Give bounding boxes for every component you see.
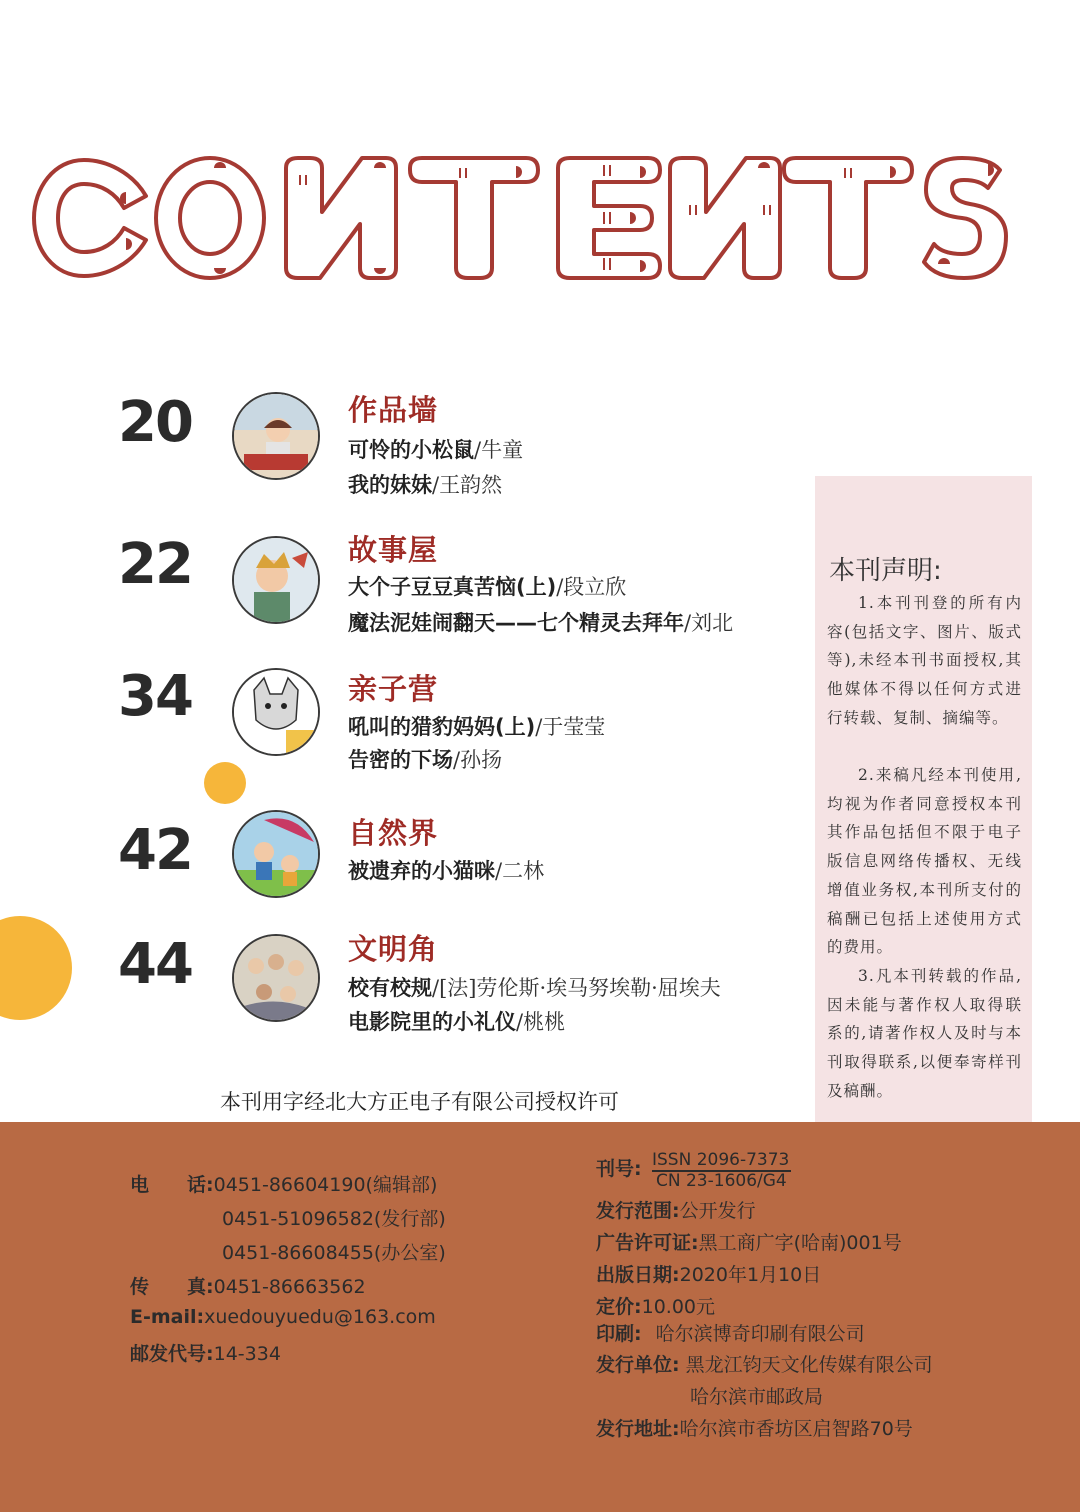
price-row bbox=[596, 1292, 715, 1319]
article-line[interactable] bbox=[348, 711, 605, 741]
page-number: 42 bbox=[118, 818, 192, 883]
scope-value: 公开发行 bbox=[679, 1200, 756, 1222]
date-label: 出版日期: bbox=[596, 1264, 680, 1286]
issn-block bbox=[652, 1151, 791, 1191]
address-label: 发行地址: bbox=[596, 1418, 680, 1440]
article-author: /桃桃 bbox=[516, 1010, 566, 1034]
article-author: /王韵然 bbox=[432, 473, 503, 497]
scope-label: 发行范围: bbox=[596, 1200, 680, 1222]
address-value: 哈尔滨市香坊区启智路70号 bbox=[679, 1418, 913, 1440]
print-value: 哈尔滨博奇印刷有限公司 bbox=[655, 1323, 865, 1345]
phone-value: 0451-86608455(办公室) bbox=[222, 1242, 446, 1264]
unit-value: 黑龙江钧天文化传媒有限公司 bbox=[685, 1354, 933, 1376]
letter-n-1 bbox=[286, 158, 396, 278]
postal-label: 邮发代号: bbox=[130, 1343, 214, 1365]
article-line[interactable] bbox=[348, 607, 733, 637]
notice-box bbox=[815, 476, 1032, 1124]
illustration-thumbnail bbox=[232, 934, 320, 1022]
phone-value: 0451-51096582(发行部) bbox=[222, 1208, 446, 1230]
article-title: 大个子豆豆真苦恼(上) bbox=[348, 575, 557, 599]
article-title: 魔法泥娃闹翻天——七个精灵去拜年 bbox=[348, 611, 684, 635]
ad-label: 广告许可证: bbox=[596, 1232, 699, 1254]
notice-paragraph: 1.本刊刊登的所有内容(包括文字、图片、版式等),未经本刊书面授权,其他媒体不得以任何方式进行转载、复制、摘编等。 bbox=[827, 594, 1022, 727]
article-author: /二林 bbox=[495, 859, 545, 883]
printer-row bbox=[596, 1319, 865, 1346]
article-title: 被遗弃的小猫咪 bbox=[348, 859, 495, 883]
ad-license-row bbox=[596, 1228, 902, 1255]
article-author: /[法]劳伦斯·埃马努埃勒·屈埃夫 bbox=[432, 976, 721, 1000]
article-author: /刘北 bbox=[684, 611, 734, 635]
unit-value: 哈尔滨市邮政局 bbox=[690, 1386, 824, 1408]
date-value: 2020年1月10日 bbox=[679, 1264, 822, 1286]
decorative-dot bbox=[204, 762, 246, 804]
fax-value: 0451-86663562 bbox=[213, 1276, 366, 1298]
address-row bbox=[596, 1414, 913, 1441]
article-line[interactable] bbox=[348, 744, 502, 774]
ad-value: 黑工商广字(哈南)001号 bbox=[698, 1232, 902, 1254]
article-line[interactable] bbox=[348, 1006, 565, 1036]
illustration-thumbnail bbox=[232, 536, 320, 624]
letter-n-2 bbox=[670, 158, 780, 278]
article-author: /段立欣 bbox=[556, 575, 627, 599]
phone-value: 0451-86604190(编辑部) bbox=[213, 1174, 438, 1196]
illustration-thumbnail bbox=[232, 810, 320, 898]
letter-s bbox=[924, 158, 1006, 278]
font-license-line: 本刊用字经北大方正电子有限公司授权许可 bbox=[220, 1090, 619, 1114]
article-title: 告密的下场 bbox=[348, 748, 453, 772]
issn-value: ISSN 2096-7373 bbox=[652, 1150, 790, 1170]
email-label: E-mail: bbox=[130, 1306, 205, 1328]
notice-paragraph: 3.凡本刊转载的作品,因未能与著作权人取得联系的,请著作权人及时与本刊取得联系,以便奉寄样刊及稿酬。 bbox=[827, 967, 1022, 1100]
section-title: 故事屋 bbox=[348, 533, 439, 567]
phone-row bbox=[130, 1170, 437, 1197]
section-title: 自然界 bbox=[348, 816, 439, 850]
illustration-thumbnail bbox=[232, 668, 320, 756]
notice-title: 本刊声明: bbox=[829, 556, 942, 586]
article-title: 吼叫的猎豹妈妈(上) bbox=[348, 715, 536, 739]
page-number: 22 bbox=[118, 532, 192, 597]
section-title: 作品墙 bbox=[348, 393, 439, 427]
article-line[interactable] bbox=[348, 434, 523, 464]
unit-label: 发行单位: bbox=[596, 1354, 680, 1376]
phone-label: 电 话: bbox=[130, 1174, 214, 1196]
issn-label: 刊号: bbox=[596, 1158, 642, 1180]
section-title: 文明角 bbox=[348, 932, 439, 966]
article-line[interactable] bbox=[348, 855, 544, 885]
article-author: /于莹莹 bbox=[535, 715, 606, 739]
postal-row bbox=[130, 1339, 281, 1366]
article-line[interactable] bbox=[348, 972, 721, 1002]
page-number: 34 bbox=[118, 664, 192, 729]
email-value: xuedouyuedu@163.com bbox=[204, 1306, 436, 1328]
scope-row bbox=[596, 1196, 756, 1223]
article-title: 我的妹妹 bbox=[348, 473, 432, 497]
page-number: 44 bbox=[118, 932, 192, 997]
contents-title bbox=[0, 130, 1080, 300]
article-title: 电影院里的小礼仪 bbox=[348, 1010, 516, 1034]
article-line[interactable] bbox=[348, 469, 502, 499]
article-author: /孙扬 bbox=[453, 748, 503, 772]
fax-row bbox=[130, 1272, 366, 1299]
section-title: 亲子营 bbox=[348, 672, 439, 706]
article-line[interactable] bbox=[348, 571, 626, 601]
illustration-thumbnail bbox=[232, 392, 320, 480]
notice-paragraph: 2.来稿凡经本刊使用,均视为作者同意授权本刊其作品包括但不限于电子版信息网络传播权、无线增值业务权,本刊所支付的稿酬已包括上述使用方式的费用。 bbox=[827, 766, 1022, 957]
article-title: 可怜的小松鼠 bbox=[348, 438, 474, 462]
cn-value: CN 23-1606/G4 bbox=[652, 1171, 791, 1191]
print-label: 印刷: bbox=[596, 1323, 642, 1345]
price-label: 定价: bbox=[596, 1296, 642, 1318]
date-row bbox=[596, 1260, 821, 1287]
decorative-dot bbox=[0, 916, 72, 1020]
price-value: 10.00元 bbox=[641, 1296, 716, 1318]
fax-label: 传 真: bbox=[130, 1276, 214, 1298]
page-number: 20 bbox=[118, 390, 192, 455]
letter-c bbox=[34, 160, 146, 276]
publisher-row bbox=[596, 1350, 933, 1377]
article-title: 校有校规 bbox=[348, 976, 432, 1000]
article-author: /牛童 bbox=[474, 438, 524, 462]
postal-value: 14-334 bbox=[213, 1343, 281, 1365]
publication-info-footer bbox=[0, 1122, 1080, 1512]
email-row bbox=[130, 1306, 436, 1328]
